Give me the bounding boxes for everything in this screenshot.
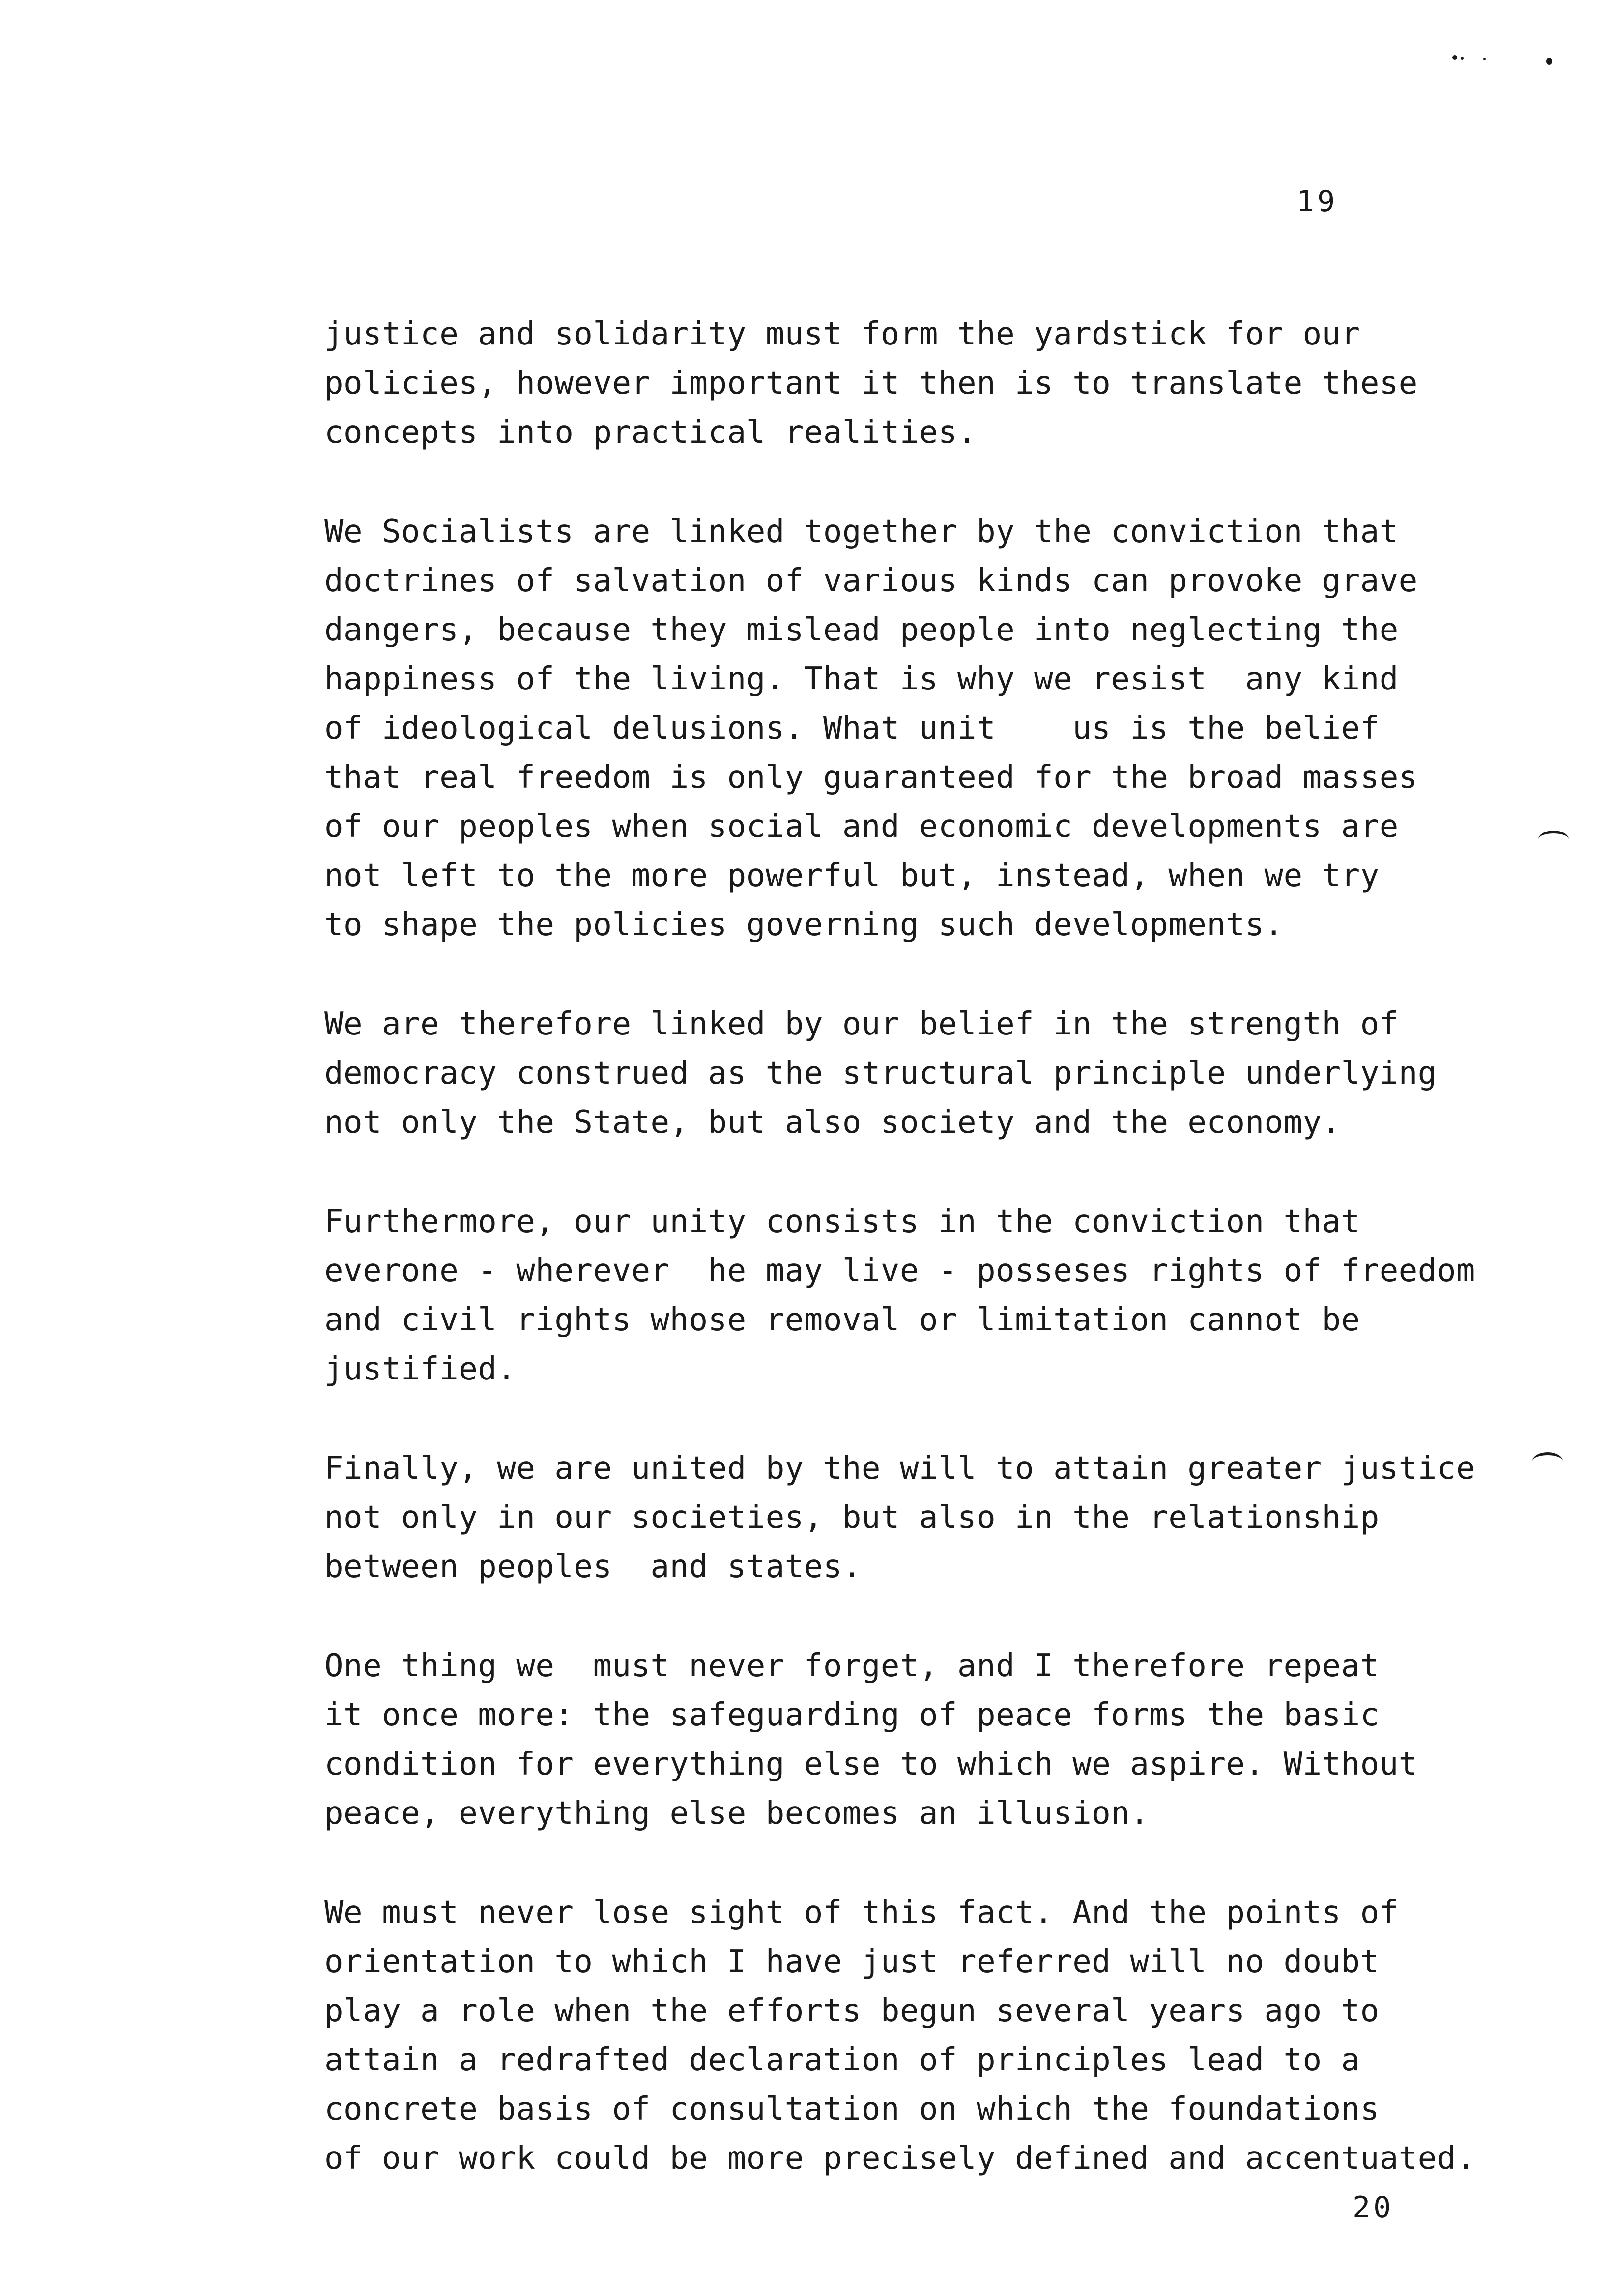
scan-speck: [1452, 55, 1457, 60]
text-line: doctrines of salvation of various kinds can provoke grave: [324, 563, 1418, 599]
text-line: of ideological delusions. What unit us is the belief: [324, 710, 1380, 746]
text-line: that real freedom is only guaranteed for the broad masses: [324, 759, 1418, 796]
text-line: We are therefore linked by our belief in the strength of: [324, 1006, 1399, 1042]
text-line: of our peoples when social and economic developments are: [324, 808, 1399, 845]
text-line: dangers, because they mislead people into neglecting the: [324, 612, 1399, 648]
paragraph: [324, 507, 1563, 949]
paragraph: [324, 1444, 1563, 1591]
text-line: Furthermore, our unity consists in the conviction that: [324, 1204, 1360, 1240]
scan-speck: [1546, 58, 1552, 65]
page-number-top: 19: [1296, 184, 1338, 219]
body-text: [324, 310, 1563, 2183]
paragraph: [324, 1641, 1563, 1838]
text-line: orientation to which I have just referred will no doubt: [324, 1944, 1380, 1980]
text-line: policies, however important it then is to translate these: [324, 365, 1418, 402]
text-line: it once more: the safeguarding of peace forms the basic: [324, 1697, 1380, 1733]
text-line: of our work could be more precisely defined and accentuated.: [324, 2140, 1475, 2177]
text-line: concepts into practical realities.: [324, 414, 977, 451]
text-line: We Socialists are linked together by the conviction that: [324, 514, 1399, 550]
text-line: justice and solidarity must form the yardstick for our: [324, 316, 1360, 352]
margin-mark: [1532, 1452, 1563, 1470]
text-line: and civil rights whose removal or limitation cannot be: [324, 1302, 1360, 1338]
text-line: between peoples and states.: [324, 1549, 862, 1585]
text-line: not only the State, but also society and the economy.: [324, 1104, 1341, 1141]
paragraph: [324, 310, 1563, 457]
text-line: concrete basis of consultation on which the foundations: [324, 2091, 1380, 2127]
text-line: One thing we must never forget, and I therefore repeat: [324, 1648, 1380, 1684]
text-line: not only in our societies, but also in the relationship: [324, 1499, 1380, 1536]
text-line: everone - wherever he may live - posseses rights of freedom: [324, 1253, 1475, 1289]
margin-mark: [1538, 831, 1569, 848]
text-line: peace, everything else becomes an illusion.: [324, 1795, 1150, 1832]
text-line: We must never lose sight of this fact. And the points of: [324, 1894, 1399, 1931]
text-line: Finally, we are united by the will to attain greater justice: [324, 1450, 1475, 1487]
text-line: not left to the more powerful but, instead, when we try: [324, 858, 1380, 894]
page-number-bottom: 20: [1353, 2190, 1394, 2225]
paragraph: [324, 1000, 1563, 1147]
text-line: justified.: [324, 1351, 517, 1387]
paragraph: [324, 1888, 1563, 2183]
text-line: condition for everything else to which we aspire. Without: [324, 1746, 1418, 1782]
text-line: happiness of the living. That is why we resist any kind: [324, 661, 1399, 697]
text-line: attain a redrafted declaration of principles lead to a: [324, 2042, 1360, 2078]
text-line: play a role when the efforts begun several years ago to: [324, 1993, 1380, 2029]
paragraph: [324, 1197, 1563, 1394]
text-line: to shape the policies governing such developments.: [324, 907, 1284, 943]
text-line: democracy construed as the structural principle underlying: [324, 1055, 1437, 1091]
scan-speck: [1461, 57, 1464, 60]
scan-speck: [1483, 58, 1486, 60]
